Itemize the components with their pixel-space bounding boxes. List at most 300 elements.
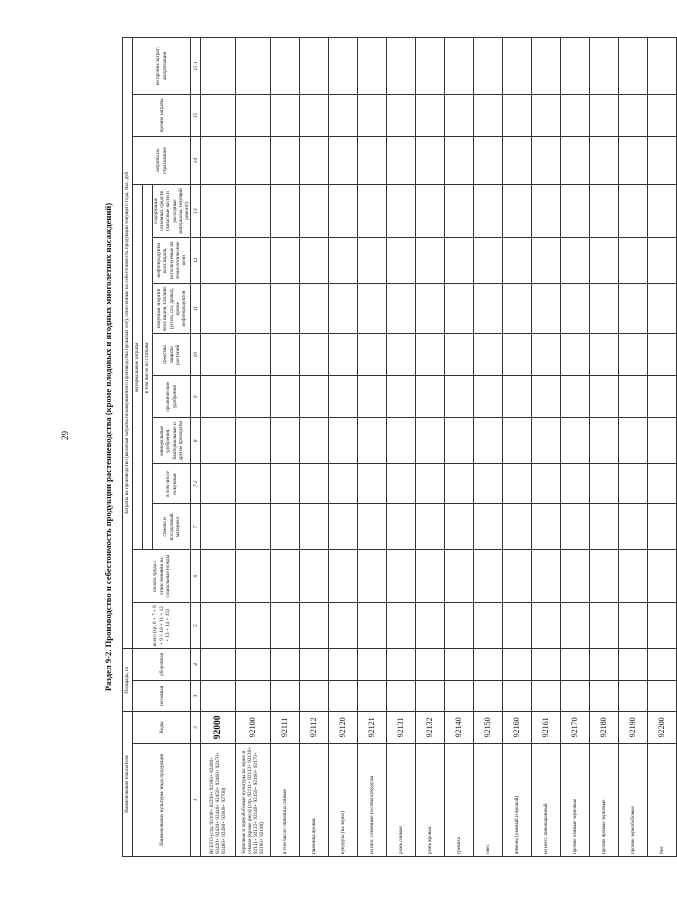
row-code: 92120 <box>329 712 358 743</box>
header-seeds: семена и посадочный материал <box>153 504 191 550</box>
empty-data-cell[interactable] <box>590 237 619 283</box>
empty-data-cell[interactable] <box>358 602 387 648</box>
empty-data-cell[interactable] <box>300 464 329 504</box>
empty-data-cell[interactable] <box>445 334 474 376</box>
empty-data-cell[interactable] <box>271 464 300 504</box>
empty-data-cell[interactable] <box>474 550 503 602</box>
empty-data-cell[interactable] <box>619 649 648 681</box>
empty-data-cell[interactable] <box>271 38 300 95</box>
empty-data-cell[interactable] <box>416 550 445 602</box>
empty-data-cell[interactable] <box>474 504 503 550</box>
table-row <box>387 38 416 857</box>
empty-data-cell[interactable] <box>387 550 416 602</box>
header-incl-by-items: в том числе по статьям: <box>143 185 153 550</box>
empty-data-cell[interactable] <box>201 94 236 136</box>
empty-data-cell[interactable] <box>561 237 590 283</box>
empty-data-cell[interactable] <box>416 464 445 504</box>
empty-data-cell[interactable] <box>236 94 271 136</box>
empty-data-cell[interactable] <box>503 504 532 550</box>
empty-data-cell[interactable] <box>201 504 236 550</box>
empty-data-cell[interactable] <box>387 283 416 333</box>
empty-data-cell[interactable] <box>329 94 358 136</box>
header-material-costs: материальные затраты <box>133 185 143 550</box>
row-crop-name: в том числе: пшеница озимая <box>271 743 300 856</box>
header-maintenance: содержание основных средств (запасные части и расходные материалы, текущий ремонт) <box>153 185 191 237</box>
empty-data-cell[interactable] <box>590 185 619 237</box>
table-row <box>329 38 358 857</box>
empty-data-cell[interactable] <box>619 504 648 550</box>
empty-data-cell[interactable] <box>445 504 474 550</box>
empty-data-cell[interactable] <box>271 550 300 602</box>
empty-data-cell[interactable] <box>474 283 503 333</box>
empty-data-cell[interactable] <box>590 649 619 681</box>
row-crop-name: кукуруза (на зерно) <box>329 743 358 856</box>
empty-data-cell[interactable] <box>271 649 300 681</box>
empty-data-cell[interactable] <box>619 136 648 184</box>
empty-data-cell[interactable] <box>387 418 416 464</box>
row-crop-name: рожь озимая <box>387 743 416 856</box>
empty-data-cell[interactable] <box>300 94 329 136</box>
empty-data-cell[interactable] <box>532 418 561 464</box>
empty-data-cell[interactable] <box>561 38 590 95</box>
empty-data-cell[interactable] <box>561 418 590 464</box>
empty-data-cell[interactable] <box>358 136 387 184</box>
table-row <box>648 38 677 857</box>
column-number: 4 <box>191 649 201 681</box>
empty-data-cell[interactable] <box>619 283 648 333</box>
empty-data-cell[interactable] <box>503 418 532 464</box>
empty-data-cell[interactable] <box>271 376 300 418</box>
empty-data-cell[interactable] <box>387 376 416 418</box>
empty-data-cell[interactable] <box>532 680 561 711</box>
empty-data-cell[interactable] <box>503 136 532 184</box>
empty-data-cell[interactable] <box>236 334 271 376</box>
empty-data-cell[interactable] <box>329 550 358 602</box>
empty-data-cell[interactable] <box>474 185 503 237</box>
empty-data-cell[interactable] <box>416 334 445 376</box>
empty-data-cell[interactable] <box>300 504 329 550</box>
empty-data-cell[interactable] <box>503 550 532 602</box>
empty-data-cell[interactable] <box>590 464 619 504</box>
empty-data-cell[interactable] <box>416 602 445 648</box>
header-insurance: затраты на страхование <box>133 136 191 184</box>
empty-data-cell[interactable] <box>503 376 532 418</box>
empty-data-cell[interactable] <box>358 94 387 136</box>
empty-data-cell[interactable] <box>201 649 236 681</box>
empty-data-cell[interactable] <box>648 38 677 95</box>
empty-data-cell[interactable] <box>300 283 329 333</box>
empty-data-cell[interactable] <box>445 376 474 418</box>
header-organic-fert: органические удобрения <box>153 376 191 418</box>
empty-data-cell[interactable] <box>619 94 648 136</box>
empty-data-cell[interactable] <box>445 185 474 237</box>
empty-data-cell[interactable] <box>590 334 619 376</box>
empty-data-cell[interactable] <box>387 464 416 504</box>
empty-data-cell[interactable] <box>201 38 236 95</box>
empty-data-cell[interactable] <box>300 376 329 418</box>
table-row <box>358 38 387 857</box>
empty-data-cell[interactable] <box>358 504 387 550</box>
empty-data-cell[interactable] <box>503 94 532 136</box>
empty-data-cell[interactable] <box>300 550 329 602</box>
empty-data-cell[interactable] <box>416 136 445 184</box>
empty-data-cell[interactable] <box>474 334 503 376</box>
empty-data-cell[interactable] <box>416 504 445 550</box>
column-number: 14 <box>191 136 201 184</box>
empty-data-cell[interactable] <box>358 464 387 504</box>
empty-data-cell[interactable] <box>236 602 271 648</box>
row-crop-name: прочие озимые зерновые <box>561 743 590 856</box>
empty-data-cell[interactable] <box>387 237 416 283</box>
empty-data-cell[interactable] <box>416 94 445 136</box>
empty-data-cell[interactable] <box>300 602 329 648</box>
empty-data-cell[interactable] <box>329 237 358 283</box>
empty-data-cell[interactable] <box>474 418 503 464</box>
empty-data-cell[interactable] <box>416 376 445 418</box>
empty-data-cell[interactable] <box>561 94 590 136</box>
empty-data-cell[interactable] <box>590 376 619 418</box>
header-incl-purchased: в том числе покупные <box>153 464 191 504</box>
empty-data-cell[interactable] <box>329 504 358 550</box>
row-crop-name: гречиха <box>445 743 474 856</box>
row-crop-name: ячмень (озимый и яровой) <box>503 743 532 856</box>
section-title: Раздел 9-2. Производство и себестоимость продукции растениеводства (кроме плодовых и ягодных многолетних насаждений) <box>103 202 113 692</box>
empty-data-cell[interactable] <box>271 680 300 711</box>
production-cost-table <box>122 37 667 857</box>
empty-data-cell[interactable] <box>300 136 329 184</box>
empty-data-cell[interactable] <box>329 464 358 504</box>
empty-data-cell[interactable] <box>271 136 300 184</box>
table-row <box>201 38 236 857</box>
empty-data-cell[interactable] <box>271 185 300 237</box>
empty-data-cell[interactable] <box>445 464 474 504</box>
empty-data-cell[interactable] <box>236 464 271 504</box>
empty-data-cell[interactable] <box>201 283 236 333</box>
empty-data-cell[interactable] <box>300 418 329 464</box>
empty-data-cell[interactable] <box>201 602 236 648</box>
empty-data-cell[interactable] <box>590 94 619 136</box>
header-name-of-indicators: Наименование показателя <box>123 712 133 857</box>
table-row <box>619 38 648 857</box>
empty-data-cell[interactable] <box>532 283 561 333</box>
empty-data-cell[interactable] <box>329 38 358 95</box>
empty-data-cell[interactable] <box>358 38 387 95</box>
empty-data-cell[interactable] <box>503 680 532 711</box>
empty-data-cell[interactable] <box>236 136 271 184</box>
empty-data-cell[interactable] <box>387 94 416 136</box>
header-harvested: уборочная <box>133 649 191 681</box>
empty-data-cell[interactable] <box>648 504 677 550</box>
empty-data-cell[interactable] <box>445 237 474 283</box>
empty-data-cell[interactable] <box>329 602 358 648</box>
column-number: 9 <box>191 376 201 418</box>
table-body <box>201 38 677 857</box>
empty-data-cell[interactable] <box>561 649 590 681</box>
empty-data-cell[interactable] <box>358 550 387 602</box>
header-sown: посевная <box>133 680 191 711</box>
row-crop-name: Зерновые и зернобобовые культуры на зерно и семена (кроме риса) (стр. 92111+ 92113+ 92120+ 92131+ 92132+ 92140+ 92150+ 92160+ 92170+ 92180+ 92190) <box>236 743 271 856</box>
empty-data-cell[interactable] <box>201 464 236 504</box>
column-number: 12 <box>191 237 201 283</box>
empty-data-cell[interactable] <box>358 680 387 711</box>
empty-data-cell[interactable] <box>358 283 387 333</box>
empty-data-cell[interactable] <box>236 376 271 418</box>
empty-data-cell[interactable] <box>648 602 677 648</box>
empty-data-cell[interactable] <box>474 94 503 136</box>
empty-data-cell[interactable] <box>648 680 677 711</box>
empty-data-cell[interactable] <box>445 38 474 95</box>
empty-data-cell[interactable] <box>648 464 677 504</box>
empty-data-cell[interactable] <box>590 38 619 95</box>
empty-data-cell[interactable] <box>503 649 532 681</box>
empty-data-cell[interactable] <box>271 418 300 464</box>
empty-data-cell[interactable] <box>648 237 677 283</box>
empty-data-cell[interactable] <box>619 376 648 418</box>
empty-data-cell[interactable] <box>236 38 271 95</box>
empty-data-cell[interactable] <box>236 550 271 602</box>
empty-data-cell[interactable] <box>474 376 503 418</box>
empty-data-cell[interactable] <box>329 680 358 711</box>
empty-data-cell[interactable] <box>532 237 561 283</box>
row-code: 92200 <box>648 712 677 743</box>
empty-data-cell[interactable] <box>236 680 271 711</box>
empty-data-cell[interactable] <box>561 185 590 237</box>
empty-data-cell[interactable] <box>474 680 503 711</box>
empty-data-cell[interactable] <box>201 376 236 418</box>
row-crop-name: прочие зернобобовые <box>619 743 648 856</box>
empty-data-cell[interactable] <box>503 602 532 648</box>
empty-data-cell[interactable] <box>416 649 445 681</box>
empty-data-cell[interactable] <box>619 602 648 648</box>
empty-data-cell[interactable] <box>532 504 561 550</box>
empty-data-cell[interactable] <box>648 550 677 602</box>
empty-data-cell[interactable] <box>474 602 503 648</box>
empty-data-cell[interactable] <box>358 418 387 464</box>
empty-data-cell[interactable] <box>358 334 387 376</box>
row-code: 92161 <box>532 712 561 743</box>
empty-data-cell[interactable] <box>236 283 271 333</box>
empty-data-cell[interactable] <box>532 550 561 602</box>
empty-data-cell[interactable] <box>300 334 329 376</box>
empty-data-cell[interactable] <box>619 418 648 464</box>
empty-data-cell[interactable] <box>590 283 619 333</box>
empty-data-cell[interactable] <box>329 649 358 681</box>
empty-data-cell[interactable] <box>619 680 648 711</box>
empty-data-cell[interactable] <box>445 550 474 602</box>
empty-data-cell[interactable] <box>387 38 416 95</box>
empty-data-cell[interactable] <box>271 334 300 376</box>
empty-data-cell[interactable] <box>445 418 474 464</box>
empty-data-cell[interactable] <box>300 237 329 283</box>
empty-data-cell[interactable] <box>445 283 474 333</box>
empty-data-cell[interactable] <box>387 649 416 681</box>
empty-data-cell[interactable] <box>358 376 387 418</box>
empty-data-cell[interactable] <box>445 649 474 681</box>
empty-data-cell[interactable] <box>387 334 416 376</box>
empty-data-cell[interactable] <box>619 550 648 602</box>
empty-data-cell[interactable] <box>358 237 387 283</box>
empty-data-cell[interactable] <box>329 185 358 237</box>
row-code: 92131 <box>387 712 416 743</box>
empty-data-cell[interactable] <box>619 185 648 237</box>
empty-data-cell[interactable] <box>619 38 648 95</box>
empty-data-cell[interactable] <box>416 283 445 333</box>
column-number: 13 <box>191 185 201 237</box>
empty-data-cell[interactable] <box>532 464 561 504</box>
empty-data-cell[interactable] <box>300 38 329 95</box>
empty-data-cell[interactable] <box>271 602 300 648</box>
empty-data-cell[interactable] <box>329 136 358 184</box>
row-crop-name: овес <box>474 743 503 856</box>
empty-data-cell[interactable] <box>590 602 619 648</box>
empty-data-cell[interactable] <box>201 136 236 184</box>
column-number: 11 <box>191 283 201 333</box>
empty-data-cell[interactable] <box>532 136 561 184</box>
empty-data-cell[interactable] <box>236 649 271 681</box>
empty-data-cell[interactable] <box>416 418 445 464</box>
empty-data-cell[interactable] <box>300 185 329 237</box>
empty-data-cell[interactable] <box>271 504 300 550</box>
empty-data-cell[interactable] <box>300 649 329 681</box>
empty-data-cell[interactable] <box>590 550 619 602</box>
table-row <box>561 38 590 857</box>
row-code: 92121 <box>358 712 387 743</box>
empty-data-cell[interactable] <box>445 136 474 184</box>
empty-data-cell[interactable] <box>387 602 416 648</box>
empty-data-cell[interactable] <box>416 185 445 237</box>
empty-data-cell[interactable] <box>236 418 271 464</box>
empty-data-cell[interactable] <box>329 376 358 418</box>
table-row <box>416 38 445 857</box>
empty-data-cell[interactable] <box>561 602 590 648</box>
empty-data-cell[interactable] <box>503 237 532 283</box>
empty-data-cell[interactable] <box>532 649 561 681</box>
empty-data-cell[interactable] <box>358 185 387 237</box>
empty-data-cell[interactable] <box>329 334 358 376</box>
row-code: 92132 <box>416 712 445 743</box>
empty-data-cell[interactable] <box>387 680 416 711</box>
table-row <box>271 38 300 857</box>
empty-data-cell[interactable] <box>271 94 300 136</box>
empty-data-cell[interactable] <box>648 185 677 237</box>
empty-data-cell[interactable] <box>561 464 590 504</box>
empty-data-cell[interactable] <box>201 237 236 283</box>
header-fuel: покупная энергия всех видов, топливо (уголь, газ, дрова), кроме нефтепродуктов <box>153 283 191 333</box>
empty-data-cell[interactable] <box>561 376 590 418</box>
empty-data-cell[interactable] <box>416 680 445 711</box>
header-oil-products: нефтепродукты всех видов, используемые на технологические цели <box>153 237 191 283</box>
empty-data-cell[interactable] <box>590 418 619 464</box>
empty-data-cell[interactable] <box>358 649 387 681</box>
empty-data-cell[interactable] <box>329 283 358 333</box>
empty-data-cell[interactable] <box>503 185 532 237</box>
header-other-expenses: из прочих затрат: амортизация <box>133 38 191 95</box>
column-number: 15 <box>191 94 201 136</box>
empty-data-cell[interactable] <box>236 185 271 237</box>
empty-data-cell[interactable] <box>561 680 590 711</box>
empty-data-cell[interactable] <box>236 237 271 283</box>
empty-data-cell[interactable] <box>532 376 561 418</box>
empty-data-cell[interactable] <box>387 136 416 184</box>
empty-data-cell[interactable] <box>474 649 503 681</box>
empty-data-cell[interactable] <box>201 185 236 237</box>
row-crop-name: ВСЕГО (стр. 92100+ 92200+ 92300+ 92400+ 92420+ 92430+ 92440+ 92450+ 92460+ 92470+ 92480+ 92490+ 92600+ 92700) <box>201 743 236 856</box>
empty-data-cell[interactable] <box>532 334 561 376</box>
row-code: 92170 <box>561 712 590 743</box>
column-number: 7 <box>191 504 201 550</box>
empty-data-cell[interactable] <box>416 237 445 283</box>
empty-data-cell[interactable] <box>532 38 561 95</box>
empty-data-cell[interactable] <box>590 680 619 711</box>
row-code: 92000 <box>201 712 236 743</box>
empty-data-cell[interactable] <box>532 602 561 648</box>
row-crop-name: Рис <box>648 743 677 856</box>
header-fertilizers: минеральные удобрения, бактериальные и другие препараты <box>153 418 191 464</box>
empty-data-cell[interactable] <box>474 38 503 95</box>
table-row <box>300 38 329 857</box>
header-codes: Коды <box>133 712 191 743</box>
empty-data-cell[interactable] <box>503 38 532 95</box>
empty-data-cell[interactable] <box>387 504 416 550</box>
empty-data-cell[interactable] <box>387 185 416 237</box>
empty-data-cell[interactable] <box>236 504 271 550</box>
empty-data-cell[interactable] <box>561 504 590 550</box>
empty-data-cell[interactable] <box>590 136 619 184</box>
empty-data-cell[interactable] <box>619 237 648 283</box>
empty-data-cell[interactable] <box>474 237 503 283</box>
empty-data-cell[interactable] <box>532 185 561 237</box>
empty-data-cell[interactable] <box>561 334 590 376</box>
empty-data-cell[interactable] <box>590 504 619 550</box>
empty-data-cell[interactable] <box>648 649 677 681</box>
empty-data-cell[interactable] <box>445 602 474 648</box>
empty-data-cell[interactable] <box>648 283 677 333</box>
empty-data-cell[interactable] <box>561 136 590 184</box>
empty-data-cell[interactable] <box>503 283 532 333</box>
row-code: 92100 <box>236 712 271 743</box>
empty-data-cell[interactable] <box>271 283 300 333</box>
empty-data-cell[interactable] <box>300 680 329 711</box>
empty-data-cell[interactable] <box>619 464 648 504</box>
empty-data-cell[interactable] <box>648 418 677 464</box>
empty-data-cell[interactable] <box>445 94 474 136</box>
header-total: всего (гр. 6 + 7 + 8 + 9 + 10 + 11 + 12 + 13 + 14 + 15) <box>133 602 191 648</box>
empty-data-cell[interactable] <box>445 680 474 711</box>
empty-data-cell[interactable] <box>329 418 358 464</box>
empty-data-cell[interactable] <box>474 136 503 184</box>
empty-data-cell[interactable] <box>503 464 532 504</box>
empty-data-cell[interactable] <box>271 237 300 283</box>
empty-data-cell[interactable] <box>201 334 236 376</box>
empty-data-cell[interactable] <box>416 38 445 95</box>
empty-data-cell[interactable] <box>201 550 236 602</box>
table-row <box>474 38 503 857</box>
row-code: 92160 <box>503 712 532 743</box>
empty-data-cell[interactable] <box>474 464 503 504</box>
empty-data-cell[interactable] <box>648 94 677 136</box>
empty-data-cell[interactable] <box>648 376 677 418</box>
empty-data-cell[interactable] <box>648 136 677 184</box>
empty-data-cell[interactable] <box>648 334 677 376</box>
empty-data-cell[interactable] <box>201 418 236 464</box>
empty-data-cell[interactable] <box>201 680 236 711</box>
empty-data-cell[interactable] <box>503 334 532 376</box>
empty-data-cell[interactable] <box>619 334 648 376</box>
empty-data-cell[interactable] <box>532 94 561 136</box>
empty-data-cell[interactable] <box>561 283 590 333</box>
empty-data-cell[interactable] <box>561 550 590 602</box>
column-number: 10 <box>191 334 201 376</box>
